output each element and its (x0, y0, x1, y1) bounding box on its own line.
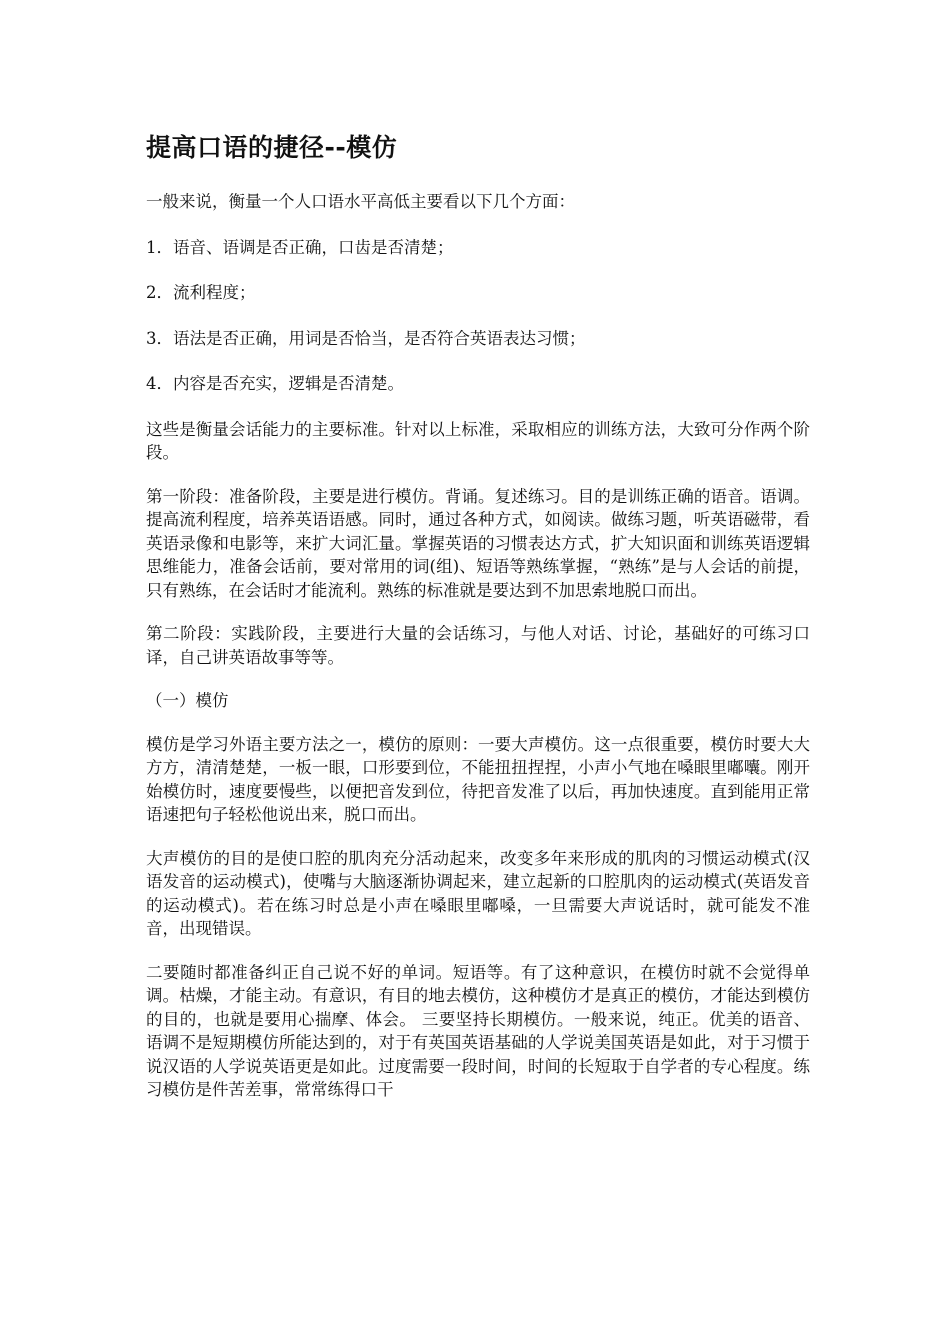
paragraph-standards: 这些是衡量会话能力的主要标准。针对以上标准，采取相应的训练方法，大致可分作两个阶段。 (146, 419, 810, 462)
paragraph-correction: 二要随时都准备纠正自己说不好的单词。短语等。有了这种意识，在模仿时就不会觉得单调。枯燥，才能主动。有意识，有目的地去模仿，这种模仿才是真正的模仿，才能达到模仿的目的，也就是要用心揣摩、体会。 三要坚持长期模仿。一般来说，纯正。优美的语音、语调不是短期模仿所能达到的，对于有英国英语基础的人学说美国英语是如此，对于习惯于说汉语的人学说英语更是如此。过度需要一段时间，时间的长短取于自学者的专心程度。练习模仿是件苦差事，常常练得口干 (146, 962, 810, 1099)
paragraph-criterion-3: 3．语法是否正确，用词是否恰当，是否符合英语表达习惯； (146, 328, 586, 348)
paragraph-imitation-principles: 模仿是学习外语主要方法之一，模仿的原则：一要大声模仿。这一点很重要，模仿时要大大方方，清清楚楚，一板一眼，口形要到位，不能扭扭捏捏，小声小气地在嗓眼里嘟囔。刚开始模仿时，速度要慢些，以便把音发到位，待把音发准了以后，再加快速度。直到能用正常语速把句子轻松他说出来，脱口而出。 (146, 734, 810, 824)
paragraph-loud-imitation: 大声模仿的目的是使口腔的肌肉充分活动起来，改变多年来形成的肌肉的习惯运动模式(汉语发音的运动模式)，使嘴与大脑逐渐协调起来，建立起新的口腔肌肉的运动模式(英语发音的运动模式)。若在练习时总是小声在嗓眼里嘟嗓，一旦需要大声说话时，就可能发不准音，出现错误。 (146, 848, 810, 938)
paragraph-criterion-2: 2．流利程度； (146, 283, 256, 302)
paragraph-intro: 一般来说，衡量一个人口语水平高低主要看以下几个方面： (146, 192, 575, 211)
document-page (146, 128, 810, 1102)
paragraph-criterion-1: 1．语音、语调是否正确，口齿是否清楚； (146, 237, 454, 257)
section-heading-imitation: （一）模仿 (146, 691, 229, 710)
paragraph-criterion-4: 4．内容是否充实，逻辑是否清楚。 (146, 374, 404, 393)
document-title: 提高口语的捷径--模仿 (146, 133, 398, 162)
paragraph-stage-one: 第一阶段：准备阶段，主要是进行模仿。背诵。复述练习。目的是训练正确的语音。语调。提高流利程度，培养英语语感。同时，通过各种方式，如阅读。做练习题，听英语磁带，看英语录像和电影等，来扩大词汇量。掌握英语的习惯表达方式，扩大知识面和训练英语逻辑思维能力，准备会话前，要对常用的词(组)、短语等熟练掌握，“熟练”是与人会话的前提，只有熟练，在会话时才能流利。熟练的标准就是要达到不加思索地脱口而出。 (146, 486, 810, 600)
paragraph-stage-two: 第二阶段：实践阶段，主要进行大量的会话练习，与他人对话、讨论，基础好的可练习口译，自己讲英语故事等等。 (146, 624, 810, 667)
